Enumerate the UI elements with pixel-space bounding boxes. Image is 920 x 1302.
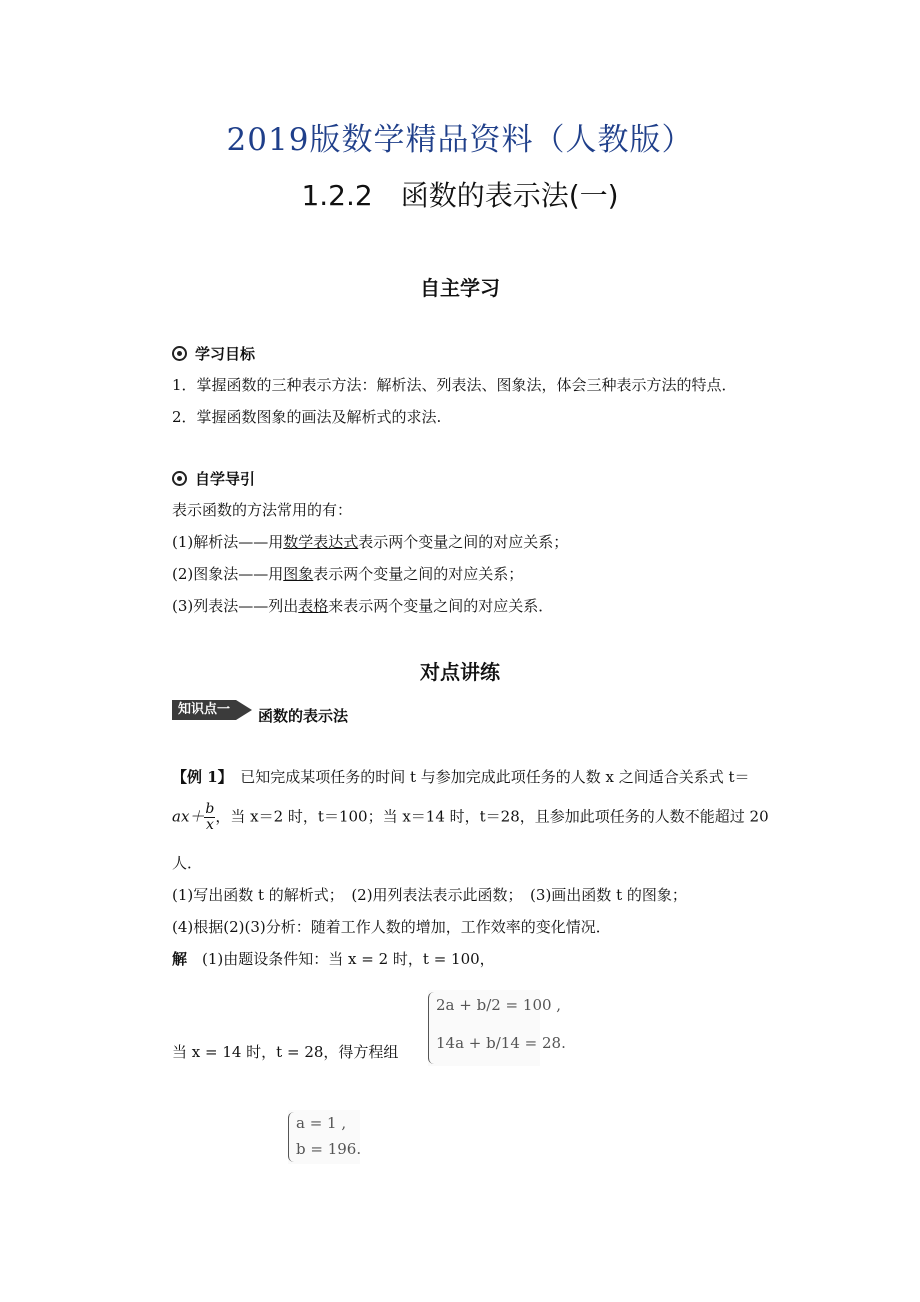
banner-title: 2019版数学精品资料（人教版） <box>226 122 694 158</box>
brace-icon <box>288 1112 295 1162</box>
knowledge-point-tag <box>172 700 349 725</box>
equation-row: 14a + b/14 = 28. <box>436 1034 566 1052</box>
example-question-2: (4)根据(2)(3)分析：随着工作人数的增加，工作效率的变化情况． <box>172 918 611 936</box>
goal-item: 2．掌握函数图象的画法及解析式的求法. <box>172 408 442 426</box>
section-heading-practice: 对点讲练 <box>420 660 500 684</box>
equation-system-2 <box>288 1110 360 1164</box>
blank-answer: 图象 <box>283 565 314 583</box>
example-line-3: 人． <box>172 854 203 872</box>
equation-row: a = 1 , <box>296 1114 347 1132</box>
solution-line-2: 当 x = 14 时，t = 28，得方程组 <box>172 1043 399 1061</box>
page-title: 1.2.2 函数的表示法(一) <box>301 179 619 212</box>
guide-heading <box>172 468 255 489</box>
equation-row: 2a + b/2 = 100 , <box>436 996 562 1014</box>
knowledge-point-title: 函数的表示法 <box>258 706 349 725</box>
target-icon <box>172 346 187 361</box>
guide-intro: 表示函数的方法常用的有： <box>172 501 353 519</box>
goals-heading-label: 学习目标 <box>195 345 256 363</box>
equation-row: b = 196. <box>296 1140 362 1158</box>
guide-line-1: (1)解析法——用数学表达式表示两个变量之间的对应关系； <box>172 533 569 551</box>
knowledge-point-label: 知识点一 <box>172 700 236 720</box>
goals-heading <box>172 343 255 364</box>
guide-heading-label: 自学导引 <box>195 470 256 488</box>
goal-item: 1．掌握函数的三种表示方法：解析法、列表法、图象法，体会三种表示方法的特点． <box>172 376 737 394</box>
fraction-b-over-x: $\frac{b}{x}$ <box>205 801 215 833</box>
target-icon <box>172 471 187 486</box>
tag-arrow-icon <box>236 700 252 720</box>
solution-line-1: 解 (1)由题设条件知：当 x = 2 时，t = 100， <box>172 950 495 968</box>
section-heading-self-study: 自主学习 <box>420 276 500 300</box>
example-line-1: 【例 1】 已知完成某项任务的时间 t 与参加完成此项任务的人数 x 之间适合关系式 t＝ <box>172 768 750 786</box>
blank-answer: 数学表达式 <box>283 533 359 551</box>
equation-system-1 <box>428 990 566 1066</box>
example-line-2: ax＋ $\frac{b}{x}$ ，当 x＝2 时，t＝100；当 x＝14 时，t＝28，且参加此项任务的人数不能超过 20 <box>172 801 769 833</box>
guide-line-3: (3)列表法——列出表格来表示两个变量之间的对应关系． <box>172 597 554 615</box>
example-question-1: (1)写出函数 t 的解析式； (2)用列表法表示此函数； (3)画出函数 t 的图象； <box>172 886 687 904</box>
blank-answer: 表格 <box>298 597 329 615</box>
example-label: 【例 1】 <box>172 768 226 786</box>
solution-label: 解 <box>172 950 188 968</box>
brace-icon <box>428 992 435 1064</box>
guide-line-2: (2)图象法——用图象表示两个变量之间的对应关系； <box>172 565 524 583</box>
